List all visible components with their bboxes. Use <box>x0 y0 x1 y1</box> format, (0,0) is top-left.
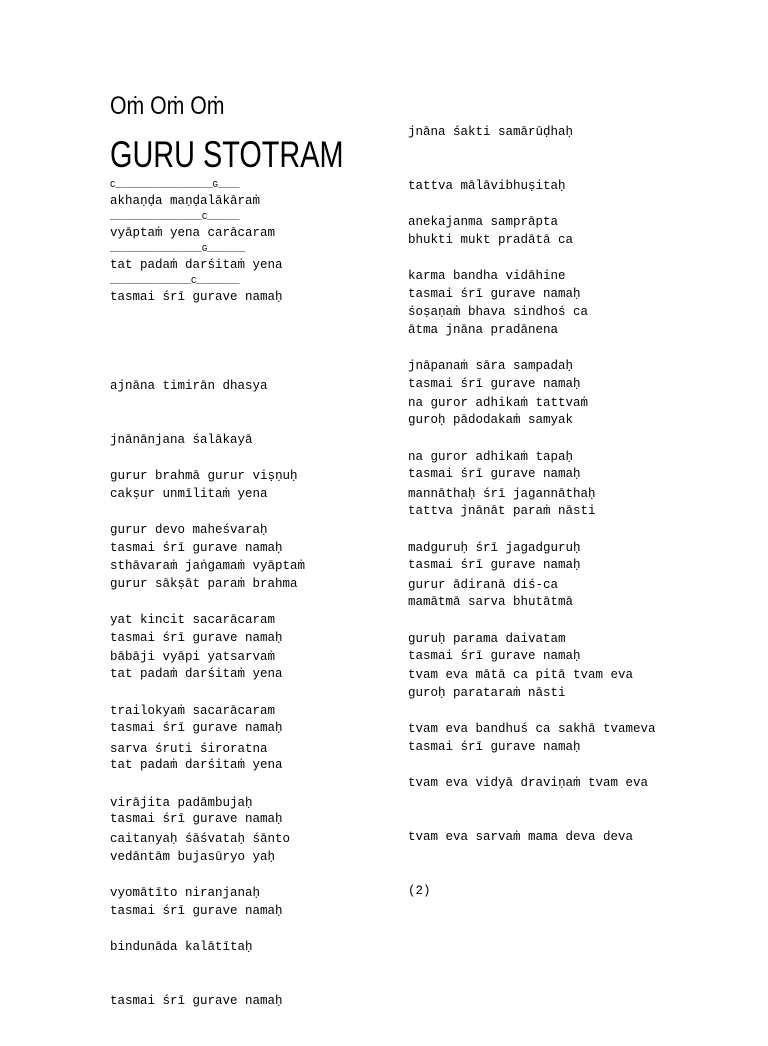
verse-line: bhukti mukt pradātā ca <box>408 233 574 247</box>
verse-line: anekajanma samprāpta <box>408 215 559 229</box>
verse-line: vyāptaṁ yena carācaram <box>110 226 276 240</box>
verse-line: vedāntām bujasūryo yaḥ <box>110 850 276 864</box>
verse-line: tasmai śrī gurave namaḥ <box>110 631 283 645</box>
verse-line: gurur brahmā gurur viṣṇuḥ <box>110 469 298 483</box>
verse-line: tvam eva vidyā draviṇaṁ tvam eva <box>408 776 649 790</box>
verse-line: guroḥ pādodakaṁ samyak <box>408 413 574 427</box>
chord-line: _________________C______ <box>110 212 240 222</box>
verse-line: akhaṇḍa maṇḍalākāraṁ <box>110 194 261 208</box>
verse-line: tvam eva sarvaṁ mama deva deva <box>408 830 634 844</box>
verse-line: jnānānjana śalākayā <box>110 433 253 447</box>
verse-block <box>110 794 290 1046</box>
verse-line: sthāvaraṁ jaṅgamaṁ vyāptaṁ <box>110 559 306 573</box>
repeat-marker: (2) <box>408 884 431 898</box>
verse-line: tasmai śrī gurave namaḥ <box>110 812 283 826</box>
verse-line: mamātmā sarva bhutātmā <box>408 595 574 609</box>
chord-line: _________________G_______ <box>110 244 246 254</box>
verse-line: tasmai śrī gurave namaḥ <box>408 558 581 572</box>
verse-line: tat padaṁ darśitaṁ yena <box>110 758 283 772</box>
verse-line: yat kincit sacarācaram <box>110 613 276 627</box>
verse-line: tasmai śrī gurave namaḥ <box>110 904 283 918</box>
verse-line: tvam eva mātā ca pitā tvam eva <box>408 668 634 682</box>
verse-line: na guror adhikaṁ tapaḥ <box>408 450 574 464</box>
verse-line: tasmai śrī gurave namaḥ <box>408 377 581 391</box>
verse-line: caitanyaḥ śāśvataḥ śānto <box>110 832 291 846</box>
verse-line: tasmai śrī gurave namaḥ <box>408 287 581 301</box>
verse-line: ātma jnāna pradānena <box>408 323 559 337</box>
verse-line: trailokyaṁ sacarācaram <box>110 704 276 718</box>
verse-line: tat padaṁ darśitaṁ yena <box>110 258 283 272</box>
verse-line: gurur ādiranā diś-ca <box>408 578 559 592</box>
verse-line: bābāji vyāpi yatsarvaṁ <box>110 650 276 664</box>
verse-line: tasmai śrī gurave namaḥ <box>110 290 283 304</box>
verse-line: tasmai śrī gurave namaḥ <box>408 467 581 481</box>
chorded-verse <box>110 178 283 306</box>
verse-line: tasmai śrī gurave namaḥ <box>110 994 283 1008</box>
verse-line: jnāna śakti samārūḍhaḥ <box>408 125 574 139</box>
verse-line: madguruḥ śrī jagadguruḥ <box>408 541 581 555</box>
verse-line: ajnāna timirān dhasya <box>110 379 268 393</box>
verse-line: tasmai śrī gurave namaḥ <box>110 541 283 555</box>
verse-line: tasmai śrī gurave namaḥ <box>408 649 581 663</box>
verse-line: vyomātīto niranjanaḥ <box>110 886 261 900</box>
verse-line: tattva mālāvibhuṣitaḥ <box>408 179 566 193</box>
verse-line: virājita padāmbujaḥ <box>110 796 253 810</box>
verse-line: tvam eva bandhuś ca sakhā tvameva <box>408 722 656 736</box>
chord-line: C__________________G____ <box>110 180 240 190</box>
verse-line: tattva jnānāt paraṁ nāsti <box>408 504 596 518</box>
verse-line: guroḥ parataraṁ nāsti <box>408 686 566 700</box>
verse-block <box>408 630 656 936</box>
verse-line: tasmai śrī gurave namaḥ <box>408 740 581 754</box>
verse-line: tat padaṁ darśitaṁ yena <box>110 667 283 681</box>
verse-line: gurur devo maheśvaraḥ <box>110 523 268 537</box>
title-om: Oṁ Oṁ Oṁ <box>110 92 225 120</box>
verse-line: śoṣaṇaṁ bhava sindhoś ca <box>408 305 589 319</box>
verse-line: mannāthaḥ śrī jagannāthaḥ <box>408 487 596 501</box>
page-title: GURU STOTRAM <box>110 134 344 175</box>
verse-line: na guror adhikaṁ tattvaṁ <box>408 396 589 410</box>
verse-line: jnāpanaṁ sāra sampadaḥ <box>408 359 574 373</box>
verse-line: sarva śruti śiroratna <box>110 742 268 756</box>
verse-line: gurur sākṣāt paraṁ brahma <box>110 577 298 591</box>
verse-line: karma bandha vidāhine <box>408 269 566 283</box>
verse-line: guruḥ parama daivatam <box>408 632 566 646</box>
verse-line: bindunāda kalātītaḥ <box>110 940 253 954</box>
verse-line: cakṣur unmīlitaṁ yena <box>110 487 268 501</box>
verse-line: tasmai śrī gurave namaḥ <box>110 721 283 735</box>
chord-line: _______________C________ <box>110 276 240 286</box>
